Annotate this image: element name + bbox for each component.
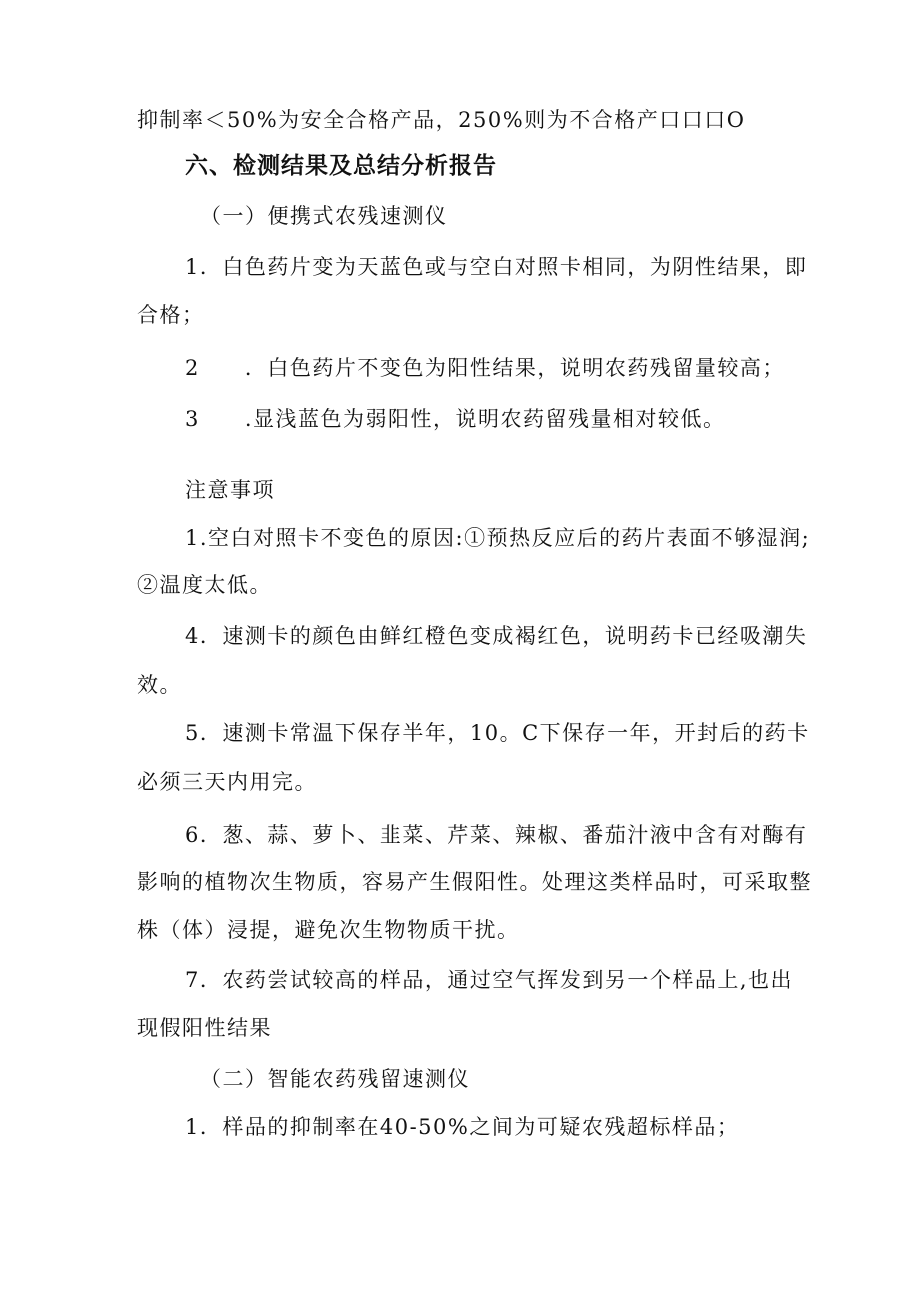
note-6-line-1: 6．葱、蒜、萝卜、韭菜、芹菜、辣椒、番茄汁液中含有对酶有 <box>185 823 808 847</box>
note-5-line-2: 必须三天内用完。 <box>137 770 317 794</box>
result-1-line-2: 合格； <box>137 303 205 327</box>
result-3: 3 .显浅蓝色为弱阳性，说明农药留残量相对较低。 <box>185 407 726 431</box>
note-4-line-2: 效。 <box>137 673 182 697</box>
note-4-line-1: 4．速测卡的颜色由鲜红橙色变成褐红色，说明药卡已经吸潮失 <box>185 624 808 648</box>
note-1-line-2: ②温度太低。 <box>137 573 272 597</box>
note-6-line-3: 株（体）浸提，避免次生物物质干扰。 <box>137 918 520 942</box>
sub2-item-1: 1．样品的抑制率在40-50%之间为可疑农残超标样品； <box>185 1115 740 1139</box>
note-1-line-1: 1.空白对照卡不变色的原因:①预热反应后的药片表面不够湿润; <box>185 526 811 550</box>
note-6-line-2: 影响的植物次生物质，容易产生假阳性。处理这类样品时，可采取整 <box>137 870 812 894</box>
notes-title: 注意事项 <box>185 478 275 502</box>
subsection-2-title: （二）智能农药残留速测仪 <box>200 1067 470 1091</box>
subsection-1-title: （一）便携式农残速测仪 <box>200 204 448 228</box>
result-2: 2 ．白色药片不变色为阳性结果，说明农药残留量较高； <box>185 356 785 380</box>
note-7-line-2: 现假阳性结果 <box>137 1016 272 1040</box>
section-heading: 六、检测结果及总结分析报告 <box>185 153 497 179</box>
continuation-line: 抑制率＜50%为安全合格产品，250%则为不合格产口口口O <box>137 108 746 132</box>
result-1-line-1: 1．白色药片变为天蓝色或与空白对照卡相同，为阴性结果，即 <box>185 255 808 279</box>
note-7-line-1: 7．农药尝试较高的样品，通过空气挥发到另一个样品上,也出 <box>185 968 794 992</box>
note-5-line-1: 5．速测卡常温下保存半年，10。C下保存一年，开封后的药卡 <box>185 721 810 745</box>
